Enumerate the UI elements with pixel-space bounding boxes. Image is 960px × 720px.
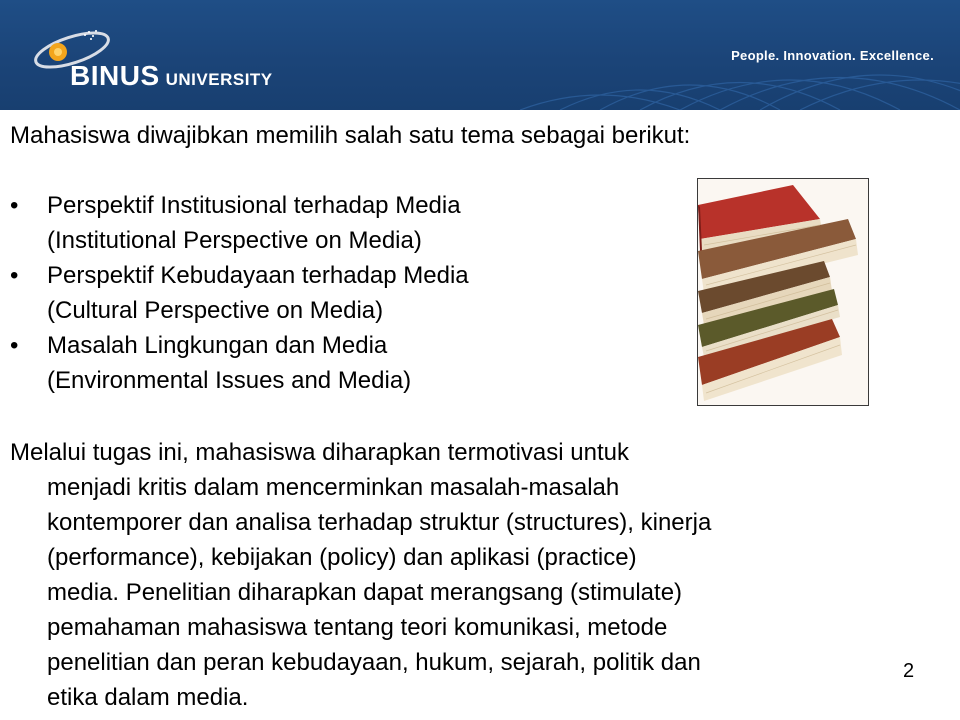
logo-university-text: UNIVERSITY <box>165 70 273 89</box>
stack-of-books-icon <box>698 179 868 405</box>
bullet-title: Perspektif Kebudayaan terhadap Media <box>47 262 469 289</box>
bullet-icon: • <box>10 332 19 359</box>
bullet-title: Perspektif Institusional terhadap Media <box>47 192 461 219</box>
paragraph-line: kontemporer dan analisa terhadap struktur (structures), kinerja <box>47 509 712 536</box>
books-image <box>697 178 869 406</box>
tagline: People. Innovation. Excellence. <box>731 48 934 63</box>
paragraph-line: menjadi kritis dalam mencerminkan masalah-masalah <box>47 474 620 501</box>
list-item <box>10 328 650 398</box>
bullet-icon: • <box>10 192 19 219</box>
bullet-icon: • <box>10 262 19 289</box>
paragraph-line: (performance), kebijakan (policy) dan aplikasi (practice) <box>47 544 637 571</box>
paragraph-line: pemahaman mahasiswa tentang teori komunikasi, metode <box>47 614 668 641</box>
bullet-title: Masalah Lingkungan dan Media <box>47 332 388 359</box>
paragraph-line: media. Penelitian diharapkan dapat merangsang (stimulate) <box>47 579 683 606</box>
bullet-subtitle: (Institutional Perspective on Media) <box>47 227 422 254</box>
bullet-subtitle: (Cultural Perspective on Media) <box>47 297 384 324</box>
paragraph-line: Melalui tugas ini, mahasiswa diharapkan termotivasi untuk <box>10 439 629 466</box>
list-item <box>10 258 650 328</box>
paragraph-line: penelitian dan peran kebudayaan, hukum, sejarah, politik dan <box>47 649 701 676</box>
logo-wordmark <box>70 62 273 90</box>
page-number: 2 <box>903 660 915 682</box>
list-item <box>10 188 650 258</box>
intro-text: Mahasiswa diwajibkan memilih salah satu tema sebagai berikut: <box>10 122 691 149</box>
bullet-subtitle: (Environmental Issues and Media) <box>47 367 412 394</box>
paragraph-line: etika dalam media. <box>47 684 249 711</box>
logo-binus-text: BINUS <box>70 60 160 91</box>
description-paragraph <box>10 435 870 715</box>
theme-list <box>10 188 650 398</box>
header-banner <box>0 0 960 110</box>
